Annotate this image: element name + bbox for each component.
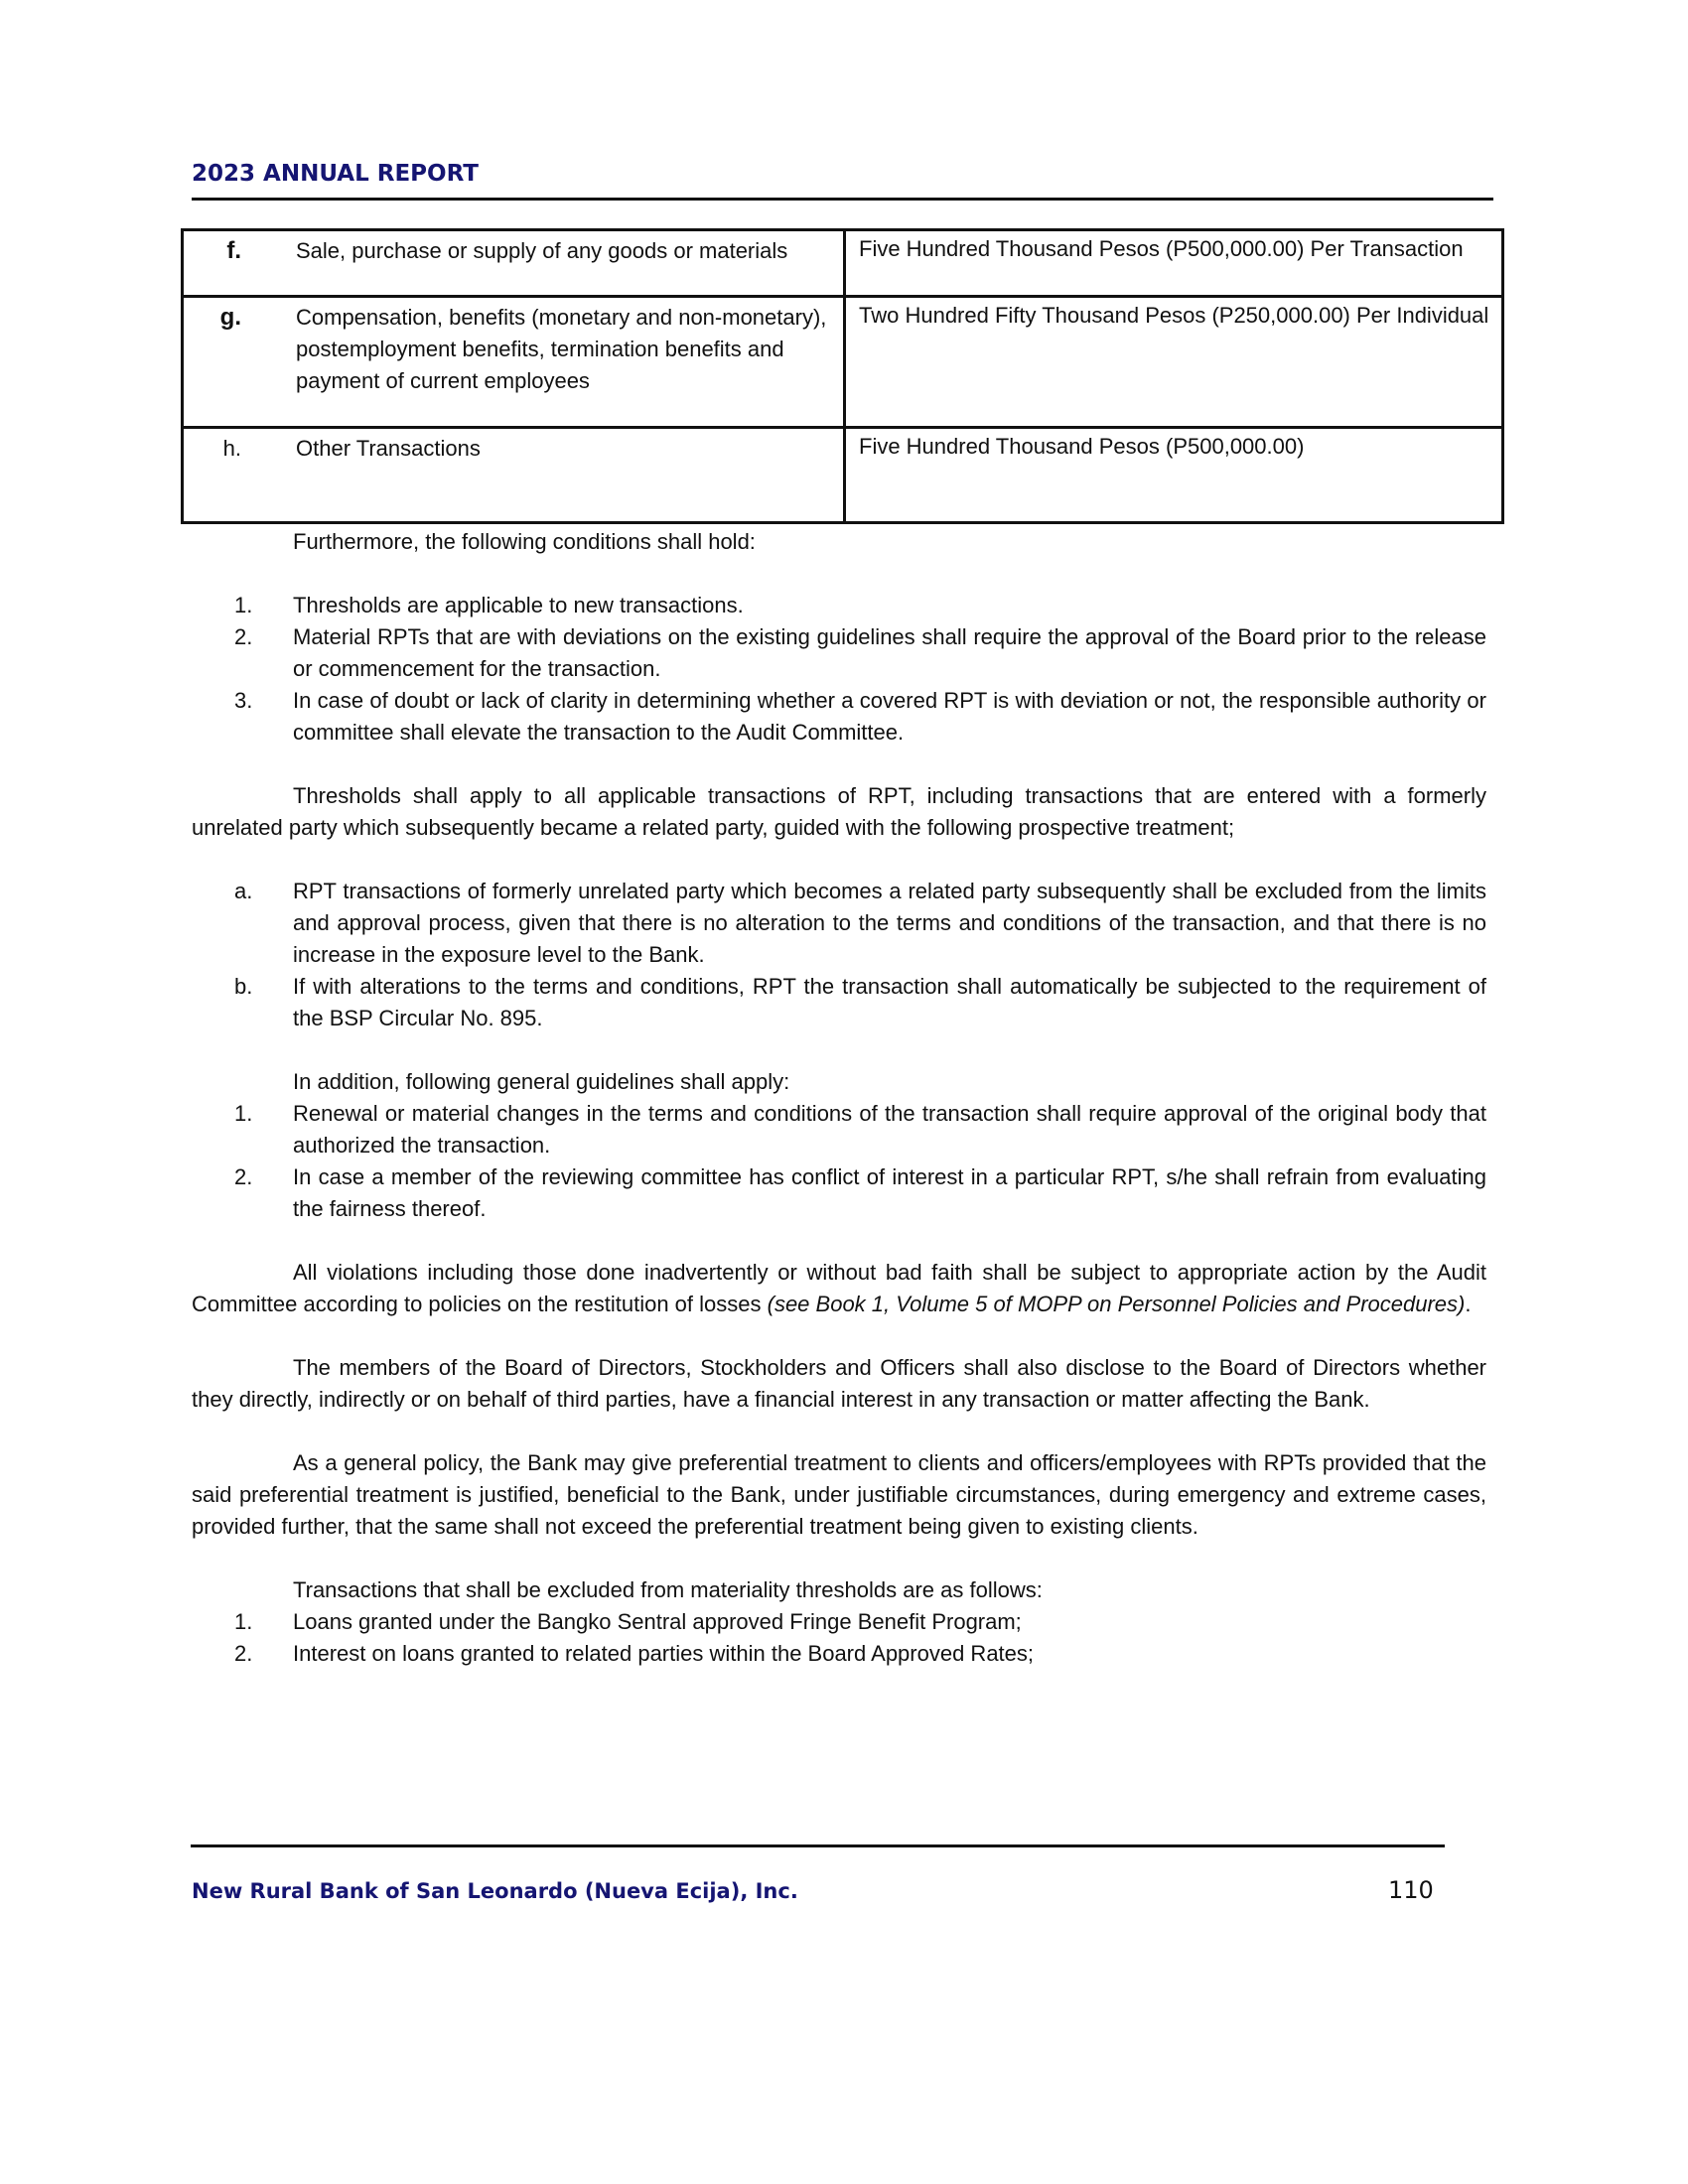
page-number: 110 [1388,1876,1434,1904]
exclusions-intro: Transactions that shall be excluded from materiality thresholds are as follows: [293,1577,1043,1602]
conditions-intro: Furthermore, the following conditions shall hold: [293,529,756,554]
list-number: 1. [234,1609,253,1634]
list-item [192,1098,1486,1161]
guidelines-intro: In addition, following general guidelines shall apply: [293,1069,790,1094]
table-row [183,297,1503,428]
list-number: 2. [234,1164,253,1189]
list-item [192,876,1486,971]
list-text: Interest on loans granted to related parties within the Board Approved Rates; [293,1641,1035,1666]
row-label: h. [222,436,241,461]
list-letter: b. [234,974,253,999]
threshold-table [181,228,1504,524]
document-body [192,526,1486,1670]
table-row [183,230,1503,297]
violations-text: All violations including those done inadvertently or without bad faith shall be subject to appropriate action by the Audit Committee according to policies on the restitution of losses [192,1260,1486,1316]
policy-reference: (see Book 1, Volume 5 of MOPP on Personnel Policies and Procedures) [767,1292,1466,1316]
list-item [192,1606,1486,1638]
transaction-description: Sale, purchase or supply of any goods or materials [296,238,788,263]
row-label: g. [219,304,241,331]
transaction-description: Compensation, benefits (monetary and non-monetary), postemployment benefits, termination benefits and payment of current employees [296,305,827,393]
footer-organization-name: New Rural Bank of San Leonardo (Nueva Ecija), Inc. [192,1879,798,1903]
list-item [192,590,1486,621]
transaction-description: Other Transactions [296,436,481,461]
table-cell-transaction [183,297,845,428]
list-letter: a. [234,879,253,903]
list-number: 2. [234,1641,253,1666]
list-text: In case of doubt or lack of clarity in determining whether a covered RPT is with deviation or not, the responsible authority or committee shall elevate the transaction to the Audit Committee. [293,688,1486,745]
table-row [183,428,1503,523]
list-item [192,685,1486,749]
list-text: RPT transactions of formerly unrelated party which becomes a related party subsequently shall be excluded from the limits and approval process, given that there is no alteration to the terms and conditions of the transaction, and that there is no increase in the exposure level to the Bank. [293,879,1486,967]
threshold-amount: Five Hundred Thousand Pesos (P500,000.00) [859,434,1305,459]
list-number: 1. [234,1101,253,1126]
list-text: Loans granted under the Bangko Sentral approved Fringe Benefit Program; [293,1609,1022,1634]
threshold-amount: Two Hundred Fifty Thousand Pesos (P250,000.00) Per Individual [859,303,1489,328]
sentence-end: . [1465,1292,1472,1316]
violations-paragraph [192,1257,1486,1320]
list-item [192,1161,1486,1225]
list-item [192,1638,1486,1670]
list-text: Material RPTs that are with deviations on the existing guidelines shall require the approval of the Board prior to the release or commencement for the transaction. [293,624,1486,681]
list-text: If with alterations to the terms and conditions, RPT the transaction shall automatically be subjected to the requirement of the BSP Circular No. 895. [293,974,1486,1030]
table-cell-threshold [845,297,1503,428]
list-number: 3. [234,688,253,713]
list-item [192,971,1486,1034]
table-cell-transaction [183,428,845,523]
footer-rule [191,1844,1445,1847]
preferential-treatment-paragraph: As a general policy, the Bank may give preferential treatment to clients and officers/employees with RPTs provided that the said preferential treatment is justified, beneficial to the Bank, under justifiable circumstances, during emergency and extreme cases, provided further, that the same shall not exceed the preferential treatment being given to existing clients. [192,1450,1486,1539]
list-text: Renewal or material changes in the terms and conditions of the transaction shall require approval of the original body that authorized the transaction. [293,1101,1486,1158]
table-cell-threshold [845,230,1503,297]
list-number: 1. [234,593,253,617]
header-rule [192,198,1493,201]
list-item [192,621,1486,685]
thresholds-paragraph: Thresholds shall apply to all applicable transactions of RPT, including transactions that are entered with a formerly unrelated party which subsequently became a related party, guided with the following prospective treatment; [192,783,1486,840]
table-cell-threshold [845,428,1503,523]
list-text: In case a member of the reviewing committee has conflict of interest in a particular RPT, s/he shall refrain from evaluating the fairness thereof. [293,1164,1486,1221]
list-number: 2. [234,624,253,649]
disclosure-paragraph: The members of the Board of Directors, Stockholders and Officers shall also disclose to the Board of Directors whether they directly, indirectly or on behalf of third parties, have a financial interest in any transaction or matter affecting the Bank. [192,1355,1486,1412]
list-text: Thresholds are applicable to new transactions. [293,593,744,617]
report-header-title: 2023 ANNUAL REPORT [192,161,479,187]
table-cell-transaction [183,230,845,297]
threshold-amount: Five Hundred Thousand Pesos (P500,000.00) Per Transaction [859,236,1464,261]
row-label: f. [226,237,241,264]
